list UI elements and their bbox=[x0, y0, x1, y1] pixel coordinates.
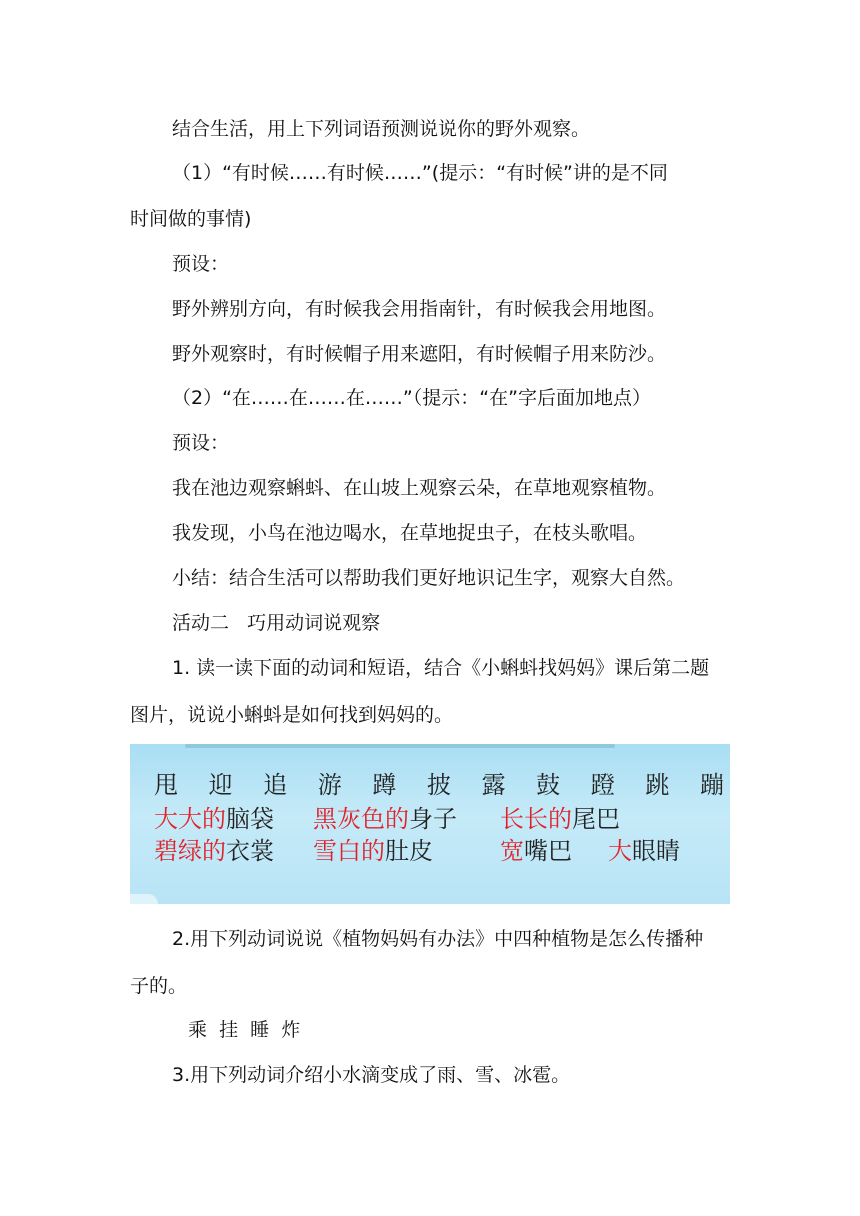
item-1-heading-cont: 时间做的事情) bbox=[130, 208, 252, 230]
verb: 跳 bbox=[645, 771, 670, 799]
phrase-noun: 尾巴 bbox=[572, 805, 620, 833]
task-2-text: 2.用下列动词说说《植物妈妈有办法》中四种植物是怎么传播种 bbox=[172, 928, 704, 950]
panel-corner-decoration bbox=[130, 894, 158, 904]
phrase-noun: 嘴巴 bbox=[524, 837, 572, 865]
phrase-noun: 衣裳 bbox=[226, 837, 274, 865]
item-1-heading: （1）“有时候……有时候……”(提示：“有时候”讲的是不同 bbox=[172, 162, 668, 184]
phrase-modifier: 雪白的 bbox=[313, 837, 385, 865]
item-2-heading: （2）“在……在……在……”（提示：“在”字后面加地点） bbox=[172, 387, 651, 409]
preset-label-1: 预设： bbox=[172, 253, 230, 275]
task-2-text-cont: 子的。 bbox=[130, 975, 188, 997]
verb: 蹲 bbox=[372, 771, 397, 799]
verb: 蹦 bbox=[699, 771, 724, 799]
phrase-modifier: 黑灰色的 bbox=[313, 805, 409, 833]
phrase-eyes bbox=[608, 836, 680, 866]
example-sentence-2: 野外观察时，有时候帽子用来遮阳，有时候帽子用来防沙。 bbox=[172, 343, 667, 365]
task-3-text: 3.用下列动词介绍小水滴变成了雨、雪、冰雹。 bbox=[172, 1064, 571, 1086]
verb: 鼓 bbox=[536, 771, 561, 799]
phrase-belly bbox=[313, 836, 433, 866]
phrase-modifier: 碧绿的 bbox=[154, 837, 226, 865]
panel-top-bar bbox=[185, 744, 615, 748]
verb: 追 bbox=[263, 771, 288, 799]
verb: 甩 bbox=[154, 771, 178, 799]
example-sentence-3: 我在池边观察蝌蚪、在山坡上观察云朵，在草地观察植物。 bbox=[172, 477, 667, 499]
verb: 迎 bbox=[208, 771, 233, 799]
vocabulary-image-panel bbox=[130, 744, 730, 904]
phrase-modifier: 大 bbox=[608, 837, 632, 865]
phrase-noun: 肚皮 bbox=[385, 837, 433, 865]
phrase-modifier: 宽 bbox=[500, 837, 524, 865]
paragraph-intro: 结合生活，用上下列词语预测说说你的野外观察。 bbox=[172, 118, 591, 140]
verb-row bbox=[154, 770, 724, 800]
phrase-noun: 眼睛 bbox=[632, 837, 680, 865]
task-1-text-cont: 图片，说说小蝌蚪是如何找到妈妈的。 bbox=[130, 704, 454, 726]
phrase-body bbox=[313, 804, 457, 834]
summary-paragraph: 小结：结合生活可以帮助我们更好地识记生字，观察大自然。 bbox=[172, 567, 686, 589]
verb: 露 bbox=[481, 771, 506, 799]
activity-2-heading: 活动二 巧用动词说观察 bbox=[172, 612, 381, 634]
phrase-mouth bbox=[500, 836, 572, 866]
example-sentence-1: 野外辨别方向，有时候我会用指南针，有时候我会用地图。 bbox=[172, 298, 667, 320]
phrase-head bbox=[154, 804, 274, 834]
phrase-modifier: 长长的 bbox=[500, 805, 572, 833]
task-2-verbs: 乘 挂 睡 炸 bbox=[188, 1019, 301, 1041]
task-1-text: 1. 读一读下面的动词和短语，结合《小蝌蚪找妈妈》课后第二题 bbox=[172, 657, 710, 679]
verb: 蹬 bbox=[590, 771, 615, 799]
verb: 披 bbox=[426, 771, 451, 799]
preset-label-2: 预设： bbox=[172, 432, 230, 454]
verb: 游 bbox=[317, 771, 342, 799]
phrase-tail bbox=[500, 804, 620, 834]
phrase-modifier: 大大的 bbox=[154, 805, 226, 833]
example-sentence-4: 我发现，小鸟在池边喝水，在草地捉虫子，在枝头歌唱。 bbox=[172, 522, 648, 544]
phrase-clothes bbox=[154, 836, 274, 866]
phrase-noun: 身子 bbox=[409, 805, 457, 833]
phrase-noun: 脑袋 bbox=[226, 805, 274, 833]
